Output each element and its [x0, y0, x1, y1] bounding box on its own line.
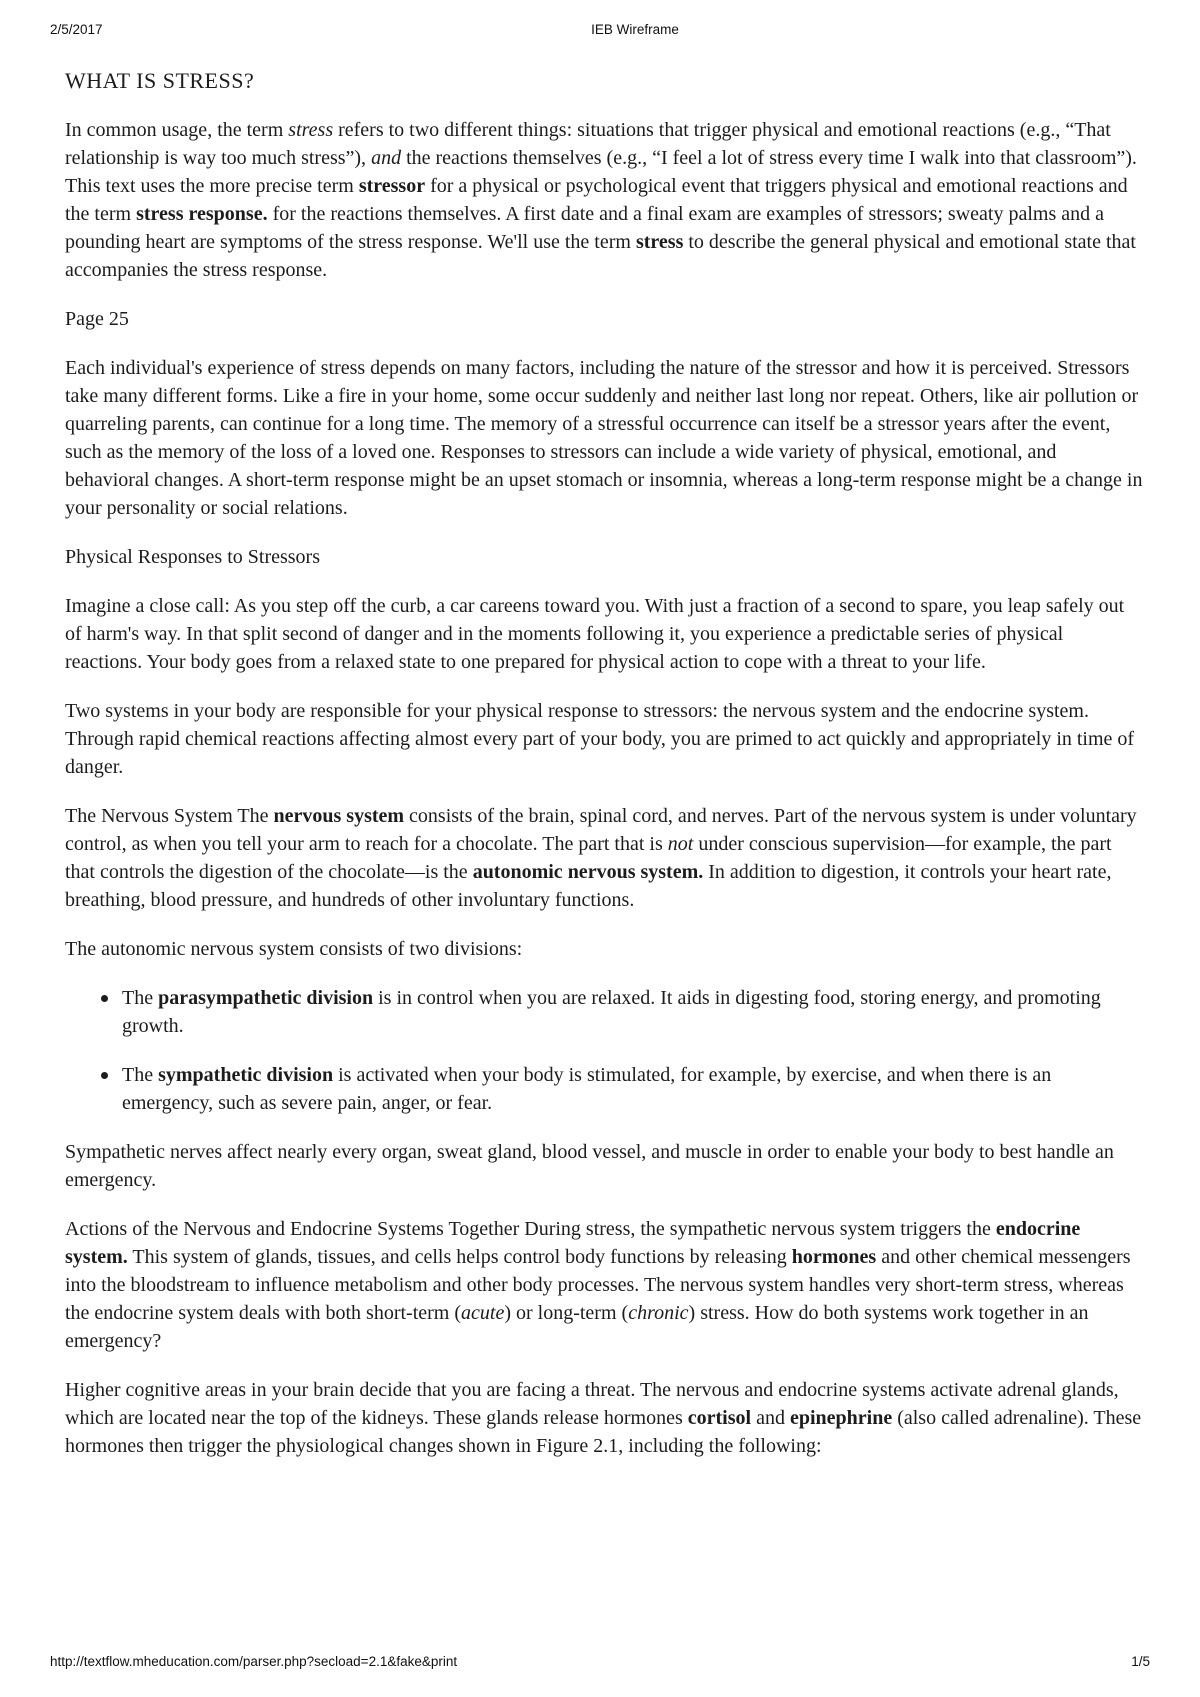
bold-term: parasympathetic division — [158, 987, 374, 1009]
text-run: The — [122, 1064, 159, 1086]
text-run: The Nervous System The — [65, 805, 274, 827]
list-item — [65, 1061, 1145, 1117]
text-run: and other chemical messengers into the bloodstream to influence metabolism and other body processes. The nervous system handles very short-term stress, whereas the endocrine system deals with both short-term ( — [65, 1246, 1131, 1324]
paragraph-higher-cognitive — [65, 1376, 1145, 1460]
list-item — [65, 984, 1145, 1040]
source-url: http://textflow.mheducation.com/parser.php?secload=2.1&fake&print — [50, 1654, 458, 1669]
paragraph-intro — [65, 116, 1145, 284]
italic-term: and — [371, 147, 402, 169]
italic-term: acute — [461, 1302, 505, 1324]
bold-term: stressor — [358, 175, 426, 197]
bold-term: nervous system — [273, 805, 405, 827]
text-run: for the reactions themselves. A first date and a final exam are examples of stressors; sweaty palms and a pounding heart are symptoms of the stress response. We'll use the term — [65, 203, 1104, 253]
text-run: The — [122, 987, 159, 1009]
section-heading-physical-responses — [65, 543, 1145, 571]
text-run: Actions of the Nervous and Endocrine Systems Together During stress, the sympathetic nervous system triggers the — [65, 1218, 996, 1240]
paragraph-two-divisions-lead — [65, 935, 1145, 963]
text-run: and — [751, 1407, 790, 1429]
text-run: (also called adrenaline). These hormones then trigger the physiological changes shown in Figure 2.1, including the following: — [65, 1407, 1142, 1457]
text-run: Higher cognitive areas in your brain decide that you are facing a threat. The nervous and endocrine systems activate adrenal glands, which are located near the top of the kidneys. These glands release hormones — [65, 1379, 1119, 1429]
text-run: This system of glands, tissues, and cells helps control body functions by releasing — [127, 1246, 792, 1268]
text-run: refers to two different things: situations that trigger physical and emotional reactions (e.g., “That relationship is way too much stress”), — [65, 119, 1111, 169]
page-number: 1/5 — [1131, 1654, 1150, 1669]
text-run: Imagine a close call: As you step off the curb, a car careens toward you. With just a fraction of a second to spare, you leap safely out of harm's way. In that split second of danger and in the moments following it, you experience a predictable series of physical reactions. Your body goes from a relaxed state to one prepared for physical action to cope with a threat to your life. — [65, 595, 1125, 673]
text-run: ) stress. How do both systems work together in an emergency? — [65, 1302, 1089, 1352]
bold-term: endocrine system. — [65, 1218, 1081, 1268]
text-run: under conscious supervision—for example, the part that controls the digestion of the chocolate—is the — [65, 833, 1112, 883]
page-title: WHAT IS STRESS? — [65, 68, 255, 93]
divisions-list — [65, 984, 1145, 1117]
print-header — [0, 0, 1200, 37]
text-run: the reactions themselves (e.g., “I feel a lot of stress every time I walk into that classroom”). This text uses the more precise term — [65, 147, 1137, 197]
text-run: ) or long-term ( — [504, 1302, 629, 1324]
text-run: is in control when you are relaxed. It aids in digesting food, storing energy, and promoting growth. — [122, 987, 1101, 1037]
text-run: is activated when your body is stimulated, for example, by exercise, and when there is an emergency, such as severe pain, anger, or fear. — [122, 1064, 1052, 1114]
page-marker — [65, 305, 1145, 333]
bold-term: stress — [635, 231, 684, 253]
text-run: Sympathetic nerves affect nearly every organ, sweat gland, blood vessel, and muscle in order to enable your body to best handle an emergency. — [65, 1141, 1114, 1191]
print-footer — [0, 1654, 1200, 1669]
italic-term: not — [667, 833, 694, 855]
bold-term: stress response. — [136, 203, 268, 225]
italic-term: stress — [288, 119, 334, 141]
text-run: The autonomic nervous system consists of two divisions: — [65, 938, 523, 960]
bold-term: autonomic nervous system. — [472, 861, 704, 883]
paragraph-sympathetic-nerves — [65, 1138, 1145, 1194]
text-run: for a physical or psychological event that triggers physical and emotional reactions and the term — [65, 175, 1128, 225]
text-run: In common usage, the term — [65, 119, 289, 141]
document-content — [0, 67, 1200, 1460]
document-body — [65, 116, 1145, 1460]
paragraph-nervous-system — [65, 802, 1145, 914]
text-run: Physical Responses to Stressors — [65, 546, 320, 568]
text-run: In addition to digestion, it controls your heart rate, breathing, blood pressure, and hundreds of other involuntary functions. — [65, 861, 1112, 911]
text-run: Two systems in your body are responsible for your physical response to stressors: the nervous system and the endocrine system. Through rapid chemical reactions affecting almost every part of your body, you are primed to act quickly and appropriately in time of danger. — [65, 700, 1135, 778]
italic-term: chronic — [628, 1302, 689, 1324]
bold-term: cortisol — [687, 1407, 752, 1429]
paragraph-two-systems — [65, 697, 1145, 781]
browser-page-title: IEB Wireframe — [591, 22, 679, 37]
paragraph-individual-experience — [65, 354, 1145, 522]
text-run: consists of the brain, spinal cord, and nerves. Part of the nervous system is under voluntary control, as when you tell your arm to reach for a chocolate. The part that is — [65, 805, 1137, 855]
bold-term: sympathetic division — [158, 1064, 334, 1086]
bold-term: hormones — [791, 1246, 877, 1268]
paragraph-actions-together — [65, 1215, 1145, 1355]
text-run: to describe the general physical and emotional state that accompanies the stress response. — [65, 231, 1136, 281]
text-run: Each individual's experience of stress depends on many factors, including the nature of the stressor and how it is perceived. Stressors take many different forms. Like a fire in your home, some occur suddenly and neither last long nor repeat. Others, like air pollution or quarreling parents, can continue for a long time. The memory of a stressful occurrence can itself be a stressor years after the event, such as the memory of the loss of a loved one. Responses to stressors can include a wide variety of physical, emotional, and behavioral changes. A short-term response might be an upset stomach or insomnia, whereas a long-term response might be a change in your personality or social relations. — [65, 357, 1143, 519]
print-date: 2/5/2017 — [50, 22, 103, 37]
bold-term: epinephrine — [789, 1407, 893, 1429]
paragraph-close-call — [65, 592, 1145, 676]
text-run: Page 25 — [65, 308, 129, 330]
